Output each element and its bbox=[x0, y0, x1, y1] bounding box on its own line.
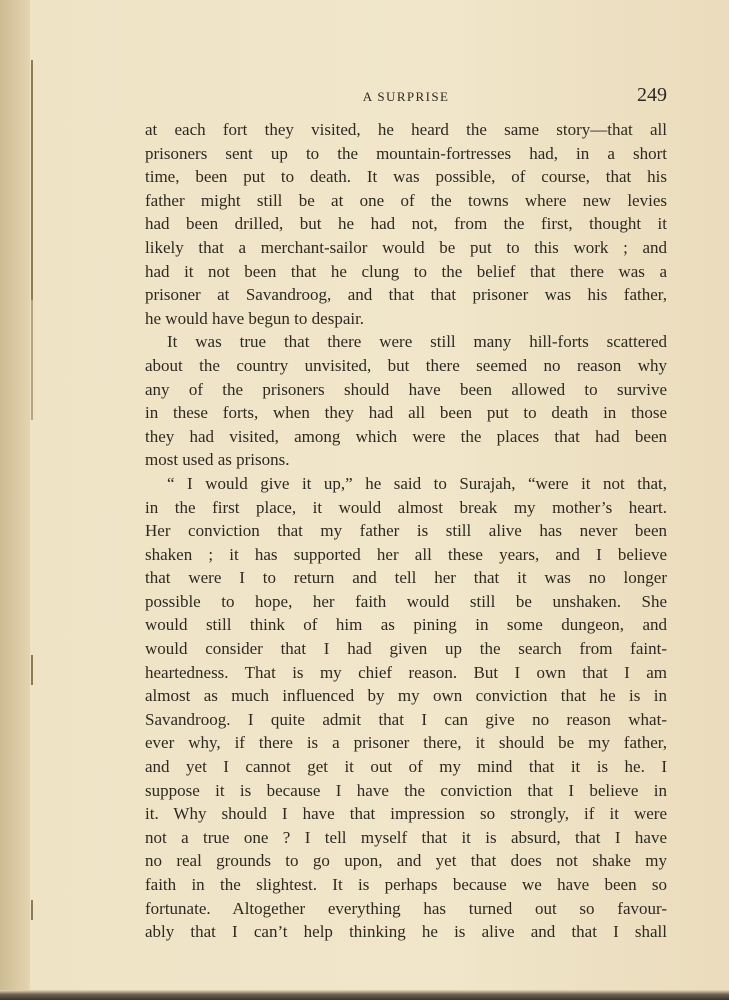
text-line: had been drilled, but he had not, from the first, thought it bbox=[145, 214, 667, 234]
text-line: ever why, if there is a prisoner there, it should be my father, bbox=[145, 733, 667, 753]
text-line: in the first place, it would almost break my mother’s heart. bbox=[145, 497, 667, 517]
text-line: at each fort they visited, he heard the same story—that all bbox=[145, 120, 667, 139]
text-line: prisoners sent up to the mountain-fortresses had, in a short bbox=[145, 143, 667, 163]
text-line: It was true that there were still many hill-forts scattered bbox=[167, 332, 667, 352]
text-line: Savandroog. I quite admit that I can give no reason what- bbox=[145, 709, 667, 729]
text-line: possible to hope, her faith would still be unshaken. She bbox=[145, 591, 667, 611]
text-line: not a true one ? I tell myself that it is absurd, that I have bbox=[145, 827, 667, 847]
page-bottom-edge bbox=[0, 990, 729, 1000]
text-line: and yet I cannot get it out of my mind that it is he. I bbox=[145, 757, 667, 777]
text-line: prisoner at Savandroog, and that that prisoner was his father, bbox=[145, 285, 667, 305]
gutter-shadow bbox=[31, 900, 33, 920]
page-number: 249 bbox=[637, 84, 667, 106]
text-line: ably that I can’t help thinking he is alive and that I shall bbox=[145, 922, 667, 942]
text-line: would consider that I had given up the search from faint- bbox=[145, 639, 667, 659]
text-line: heartedness. That is my chief reason. But I own that I am bbox=[145, 662, 667, 682]
text-line: about the country unvisited, but there seemed no reason why bbox=[145, 355, 667, 375]
text-line: in these forts, when they had all been put to death in those bbox=[145, 403, 667, 423]
text-line: father might still be at one of the towns where new levies bbox=[145, 190, 667, 210]
text-line: time, been put to death. It was possible, of course, that his bbox=[145, 167, 667, 187]
text-line: it. Why should I have that impression so strongly, if it were bbox=[145, 804, 667, 824]
text-line: likely that a merchant-sailor would be put to this work ; and bbox=[145, 237, 667, 257]
text-line: most used as prisons. bbox=[145, 450, 290, 470]
text-line: fortunate. Altogether everything has turned out so favour- bbox=[145, 898, 667, 918]
text-line: “ I would give it up,” he said to Surajah, “were it not that, bbox=[167, 473, 667, 493]
text-line: he would have begun to despair. bbox=[145, 308, 365, 328]
text-line: that were I to return and tell her that it was no longer bbox=[145, 568, 667, 588]
text-line: Her conviction that my father is still alive has never been bbox=[145, 521, 667, 541]
gutter-shadow bbox=[31, 60, 33, 300]
text-line: suppose it is because I have the conviction that I believe in bbox=[145, 780, 667, 800]
page-header bbox=[145, 84, 667, 108]
text-line: any of the prisoners should have been allowed to survive bbox=[145, 379, 667, 399]
gutter-shadow bbox=[31, 655, 33, 685]
text-line: no real grounds to go upon, and yet that does not shake my bbox=[145, 851, 667, 871]
gutter-shadow bbox=[31, 300, 33, 420]
page-binding-edge bbox=[0, 0, 30, 1000]
running-title: A SURPRISE bbox=[362, 89, 450, 104]
text-line: shaken ; it has supported her all these years, and I believe bbox=[145, 544, 667, 564]
text-line: had it not been that he clung to the belief that there was a bbox=[145, 261, 667, 281]
text-line: faith in the slightest. It is perhaps because we have been so bbox=[145, 875, 667, 894]
body-text bbox=[145, 118, 667, 944]
text-line: almost as much influenced by my own conviction that he is in bbox=[145, 686, 667, 706]
text-line: they had visited, among which were the places that had been bbox=[145, 426, 667, 446]
text-line: would still think of him as pining in some dungeon, and bbox=[145, 615, 667, 635]
